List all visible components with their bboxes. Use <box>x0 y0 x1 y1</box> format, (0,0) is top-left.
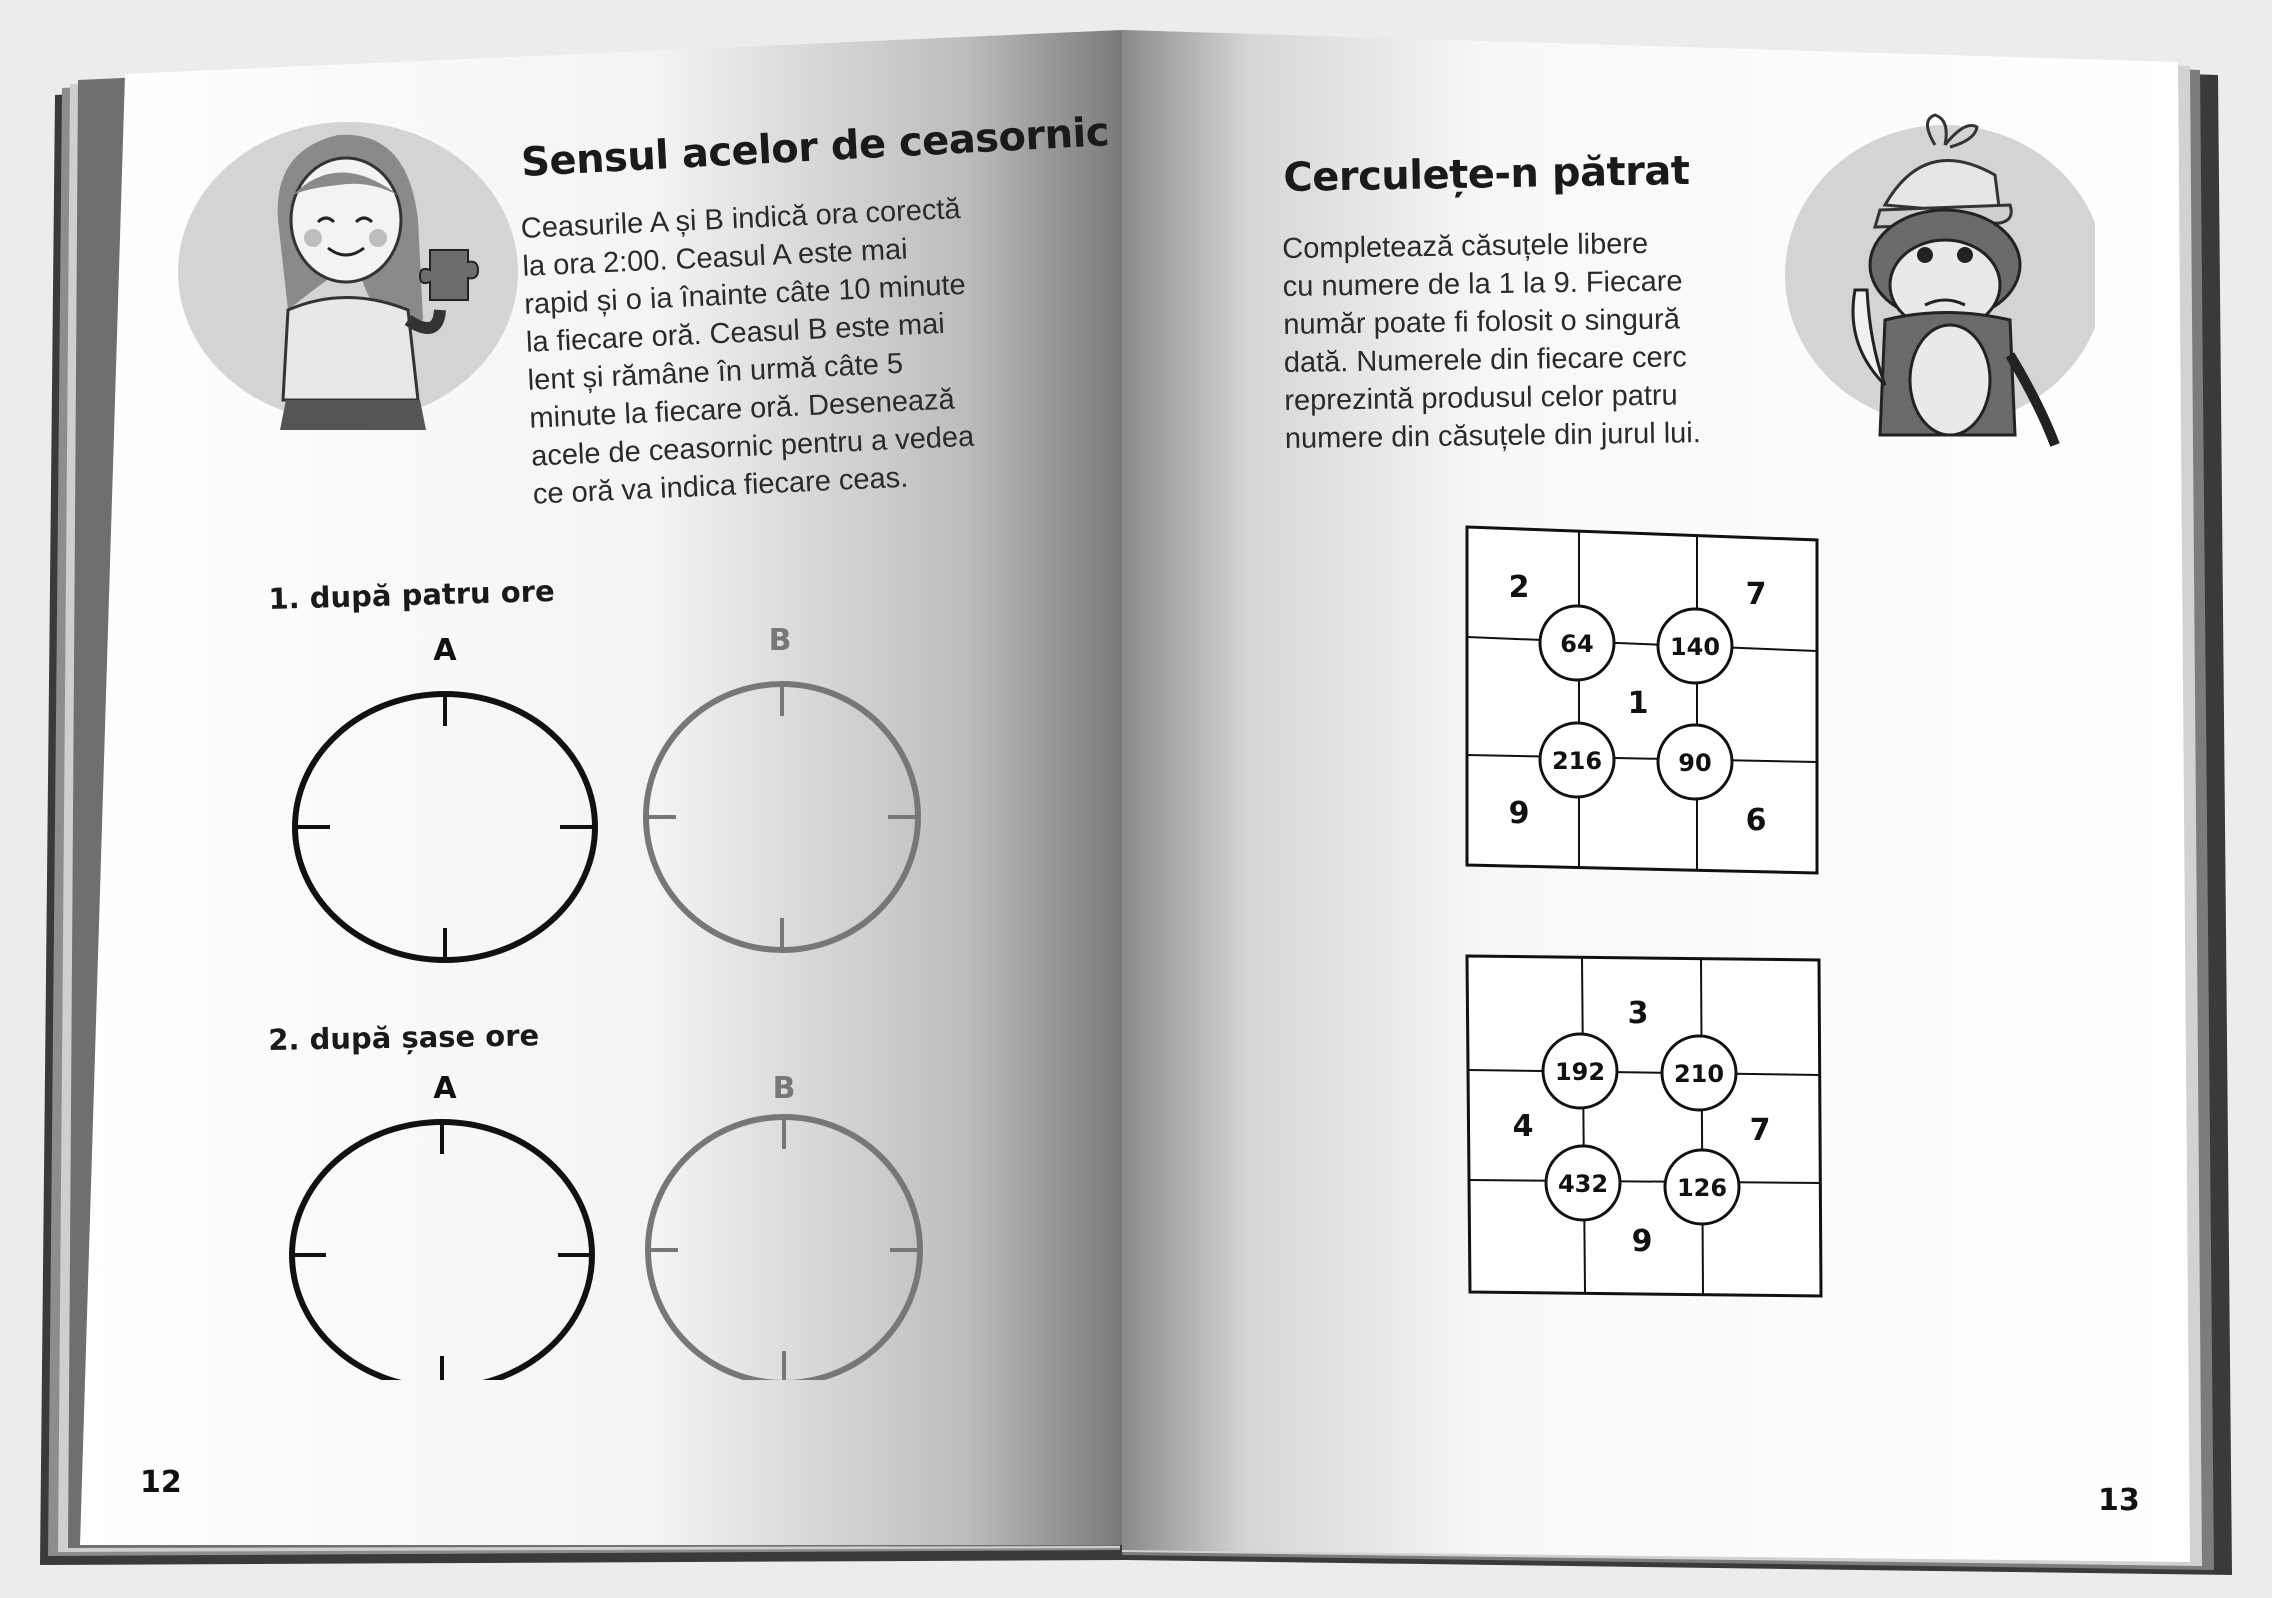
puzzle2-circle: 126 <box>1676 1174 1728 1202</box>
instruction-line: cu numere de la 1 la 9. Fiecare <box>1282 265 1683 303</box>
puzzle2-circle: 432 <box>1557 1170 1609 1198</box>
puzzle1-circle: 140 <box>1669 633 1721 661</box>
instruction-line: minute la fiecare oră. Desenează <box>528 383 956 435</box>
instruction-line: ce oră va indica fiecare ceas. <box>532 461 909 511</box>
right-instructions <box>1282 224 1701 458</box>
instruction-line: la fiecare oră. Ceasul B este mai <box>525 307 946 359</box>
right-page-number: 13 <box>2098 1483 2140 1518</box>
puzzle1-cell: 2 <box>1508 570 1530 605</box>
clock-1b-label: B <box>768 623 792 658</box>
puzzle1-circle: 90 <box>1678 749 1712 777</box>
instruction-line: rapid și o ia înainte câte 10 minute <box>523 268 967 321</box>
instruction-line: numere din căsuțele din jurul lui. <box>1284 417 1702 455</box>
puzzle2-circle: 210 <box>1673 1060 1725 1088</box>
instruction-line: număr poate fi folosit o singură <box>1283 303 1681 341</box>
right-page-title: Cerculețe-n pătrat <box>1283 147 1690 201</box>
puzzle1-cell: 6 <box>1745 803 1767 838</box>
instruction-line: acele de ceasornic pentru a vedea <box>530 420 975 473</box>
clock-1b[interactable] <box>646 684 918 950</box>
left-page-number: 12 <box>140 1465 182 1500</box>
puzzle2-circle: 192 <box>1554 1058 1606 1086</box>
instruction-line: Ceasurile A și B indică ora corectă <box>520 193 962 245</box>
clock-faces <box>270 620 930 1380</box>
clock-1a-label: A <box>433 633 457 668</box>
instruction-line: lent și rămâne în urmă câte 5 <box>527 347 904 397</box>
puzzle1-cell: 7 <box>1745 577 1767 612</box>
instruction-line: Completează căsuțele libere <box>1282 227 1649 265</box>
instruction-line: dată. Numerele din fiecare cerc <box>1283 341 1688 379</box>
left-page-title: Sensul acelor de ceasornic <box>520 109 1111 186</box>
question-2-label: 2. după șase ore <box>268 1018 540 1057</box>
puzzle1-circle: 64 <box>1560 630 1594 658</box>
puzzle-1 <box>1467 527 1817 873</box>
puzzles <box>1455 520 1835 1300</box>
puzzle1-cell: 1 <box>1627 686 1649 721</box>
clock-2b[interactable] <box>648 1117 920 1380</box>
puzzle2-cell: 7 <box>1749 1113 1771 1148</box>
puzzle2-cell: 4 <box>1512 1109 1534 1144</box>
instruction-line: reprezintă produsul celor patru <box>1284 379 1678 417</box>
puzzle2-cell: 3 <box>1627 996 1649 1031</box>
clock-1a[interactable] <box>295 694 595 960</box>
instruction-line: la ora 2:00. Ceasul A este mai <box>521 233 909 283</box>
puzzle1-cell: 9 <box>1508 796 1530 831</box>
monkey-detective-with-banana-icon <box>1785 105 2095 475</box>
clock-2a-label: A <box>433 1071 457 1106</box>
puzzle2-cell: 9 <box>1631 1224 1653 1259</box>
question-1-label: 1. după patru ore <box>268 574 556 616</box>
left-instructions <box>520 190 977 514</box>
puzzle-2 <box>1467 956 1821 1296</box>
clock-2b-label: B <box>772 1071 796 1106</box>
clock-2a[interactable] <box>292 1122 592 1380</box>
puzzle1-circle: 216 <box>1551 747 1603 775</box>
girl-with-puzzle-piece-icon <box>168 110 528 440</box>
